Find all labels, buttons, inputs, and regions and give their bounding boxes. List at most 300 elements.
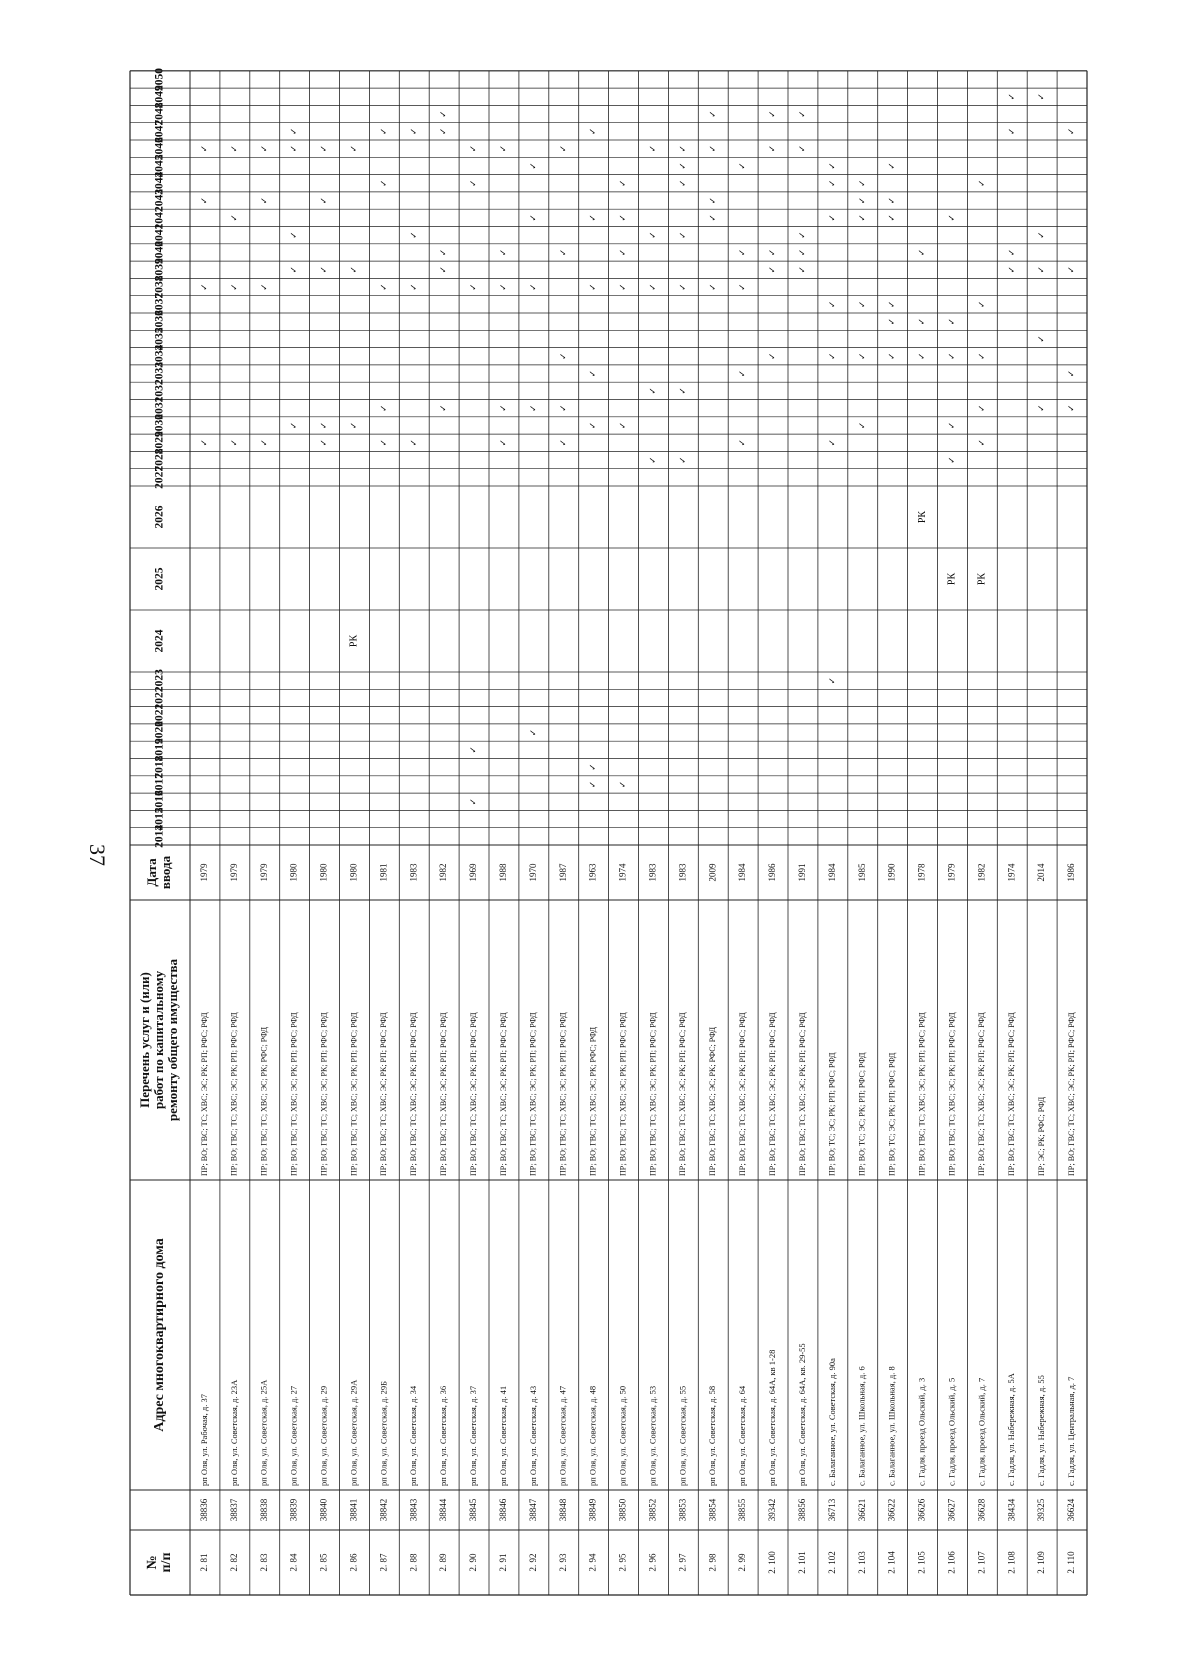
row-year: 1983 [408, 863, 419, 882]
mark-check: ✓ [1066, 404, 1077, 412]
mark-check: ✓ [1036, 404, 1047, 412]
row-code: 38839 [288, 1498, 299, 1522]
row-address: с. Гадля, проезд Ольский, д. 7 [976, 1377, 987, 1486]
mark-check: ✓ [737, 248, 748, 257]
row-code: 38855 [737, 1498, 748, 1522]
mark-check: ✓ [468, 797, 479, 806]
row-year: 1990 [886, 863, 897, 882]
row-num: 2. 88 [408, 1553, 419, 1572]
row-address: с. Гадля, ул. Набережная, д. 5А [1006, 1373, 1017, 1486]
row-code: 38856 [797, 1498, 808, 1522]
mark-check: ✓ [587, 283, 598, 291]
mark-check: ✓ [617, 214, 628, 222]
mark-check: ✓ [797, 265, 808, 274]
row-address: рп Оля, ул. Советская, д. 55 [677, 1385, 688, 1486]
row-code: 38837 [228, 1498, 239, 1522]
row-services: ПР; ВО; ГВС; ТС; ХВС; ЭС; РК; РП; РФС; РФД [618, 1012, 628, 1176]
mark-check: ✓ [976, 438, 987, 447]
mark-check: ✓ [587, 780, 598, 789]
row-code: 38849 [587, 1498, 598, 1522]
mark-check: ✓ [288, 421, 299, 430]
mark-check: ✓ [318, 438, 329, 447]
mark-check: ✓ [438, 248, 449, 257]
row-code: 36621 [856, 1498, 867, 1522]
mark-check: ✓ [647, 283, 658, 291]
header-year-2024: 2024 [153, 629, 166, 653]
mark-check: ✓ [737, 283, 748, 291]
mark-check: ✓ [557, 438, 568, 447]
header-year-2042: 2042 [153, 206, 166, 230]
mark-check: ✓ [318, 265, 329, 274]
mark-check: ✓ [886, 300, 897, 309]
row-address: рп Оля, ул. Советская, д. 29Б [378, 1381, 389, 1486]
mark-check: ✓ [946, 352, 957, 361]
header-year-2041: 2041 [153, 223, 166, 247]
row-num: 2. 107 [976, 1551, 987, 1574]
row-code: 38853 [677, 1498, 688, 1522]
mark-check: ✓ [557, 352, 568, 361]
header-year-2033: 2033 [153, 362, 166, 386]
row-year: 2014 [1036, 863, 1047, 882]
mark-check: ✓ [587, 421, 598, 430]
mark-check: ✓ [826, 162, 837, 170]
mark-check: ✓ [826, 676, 837, 685]
mark-check: ✓ [318, 196, 329, 205]
mark-check: ✓ [498, 404, 509, 412]
mark-check: ✓ [856, 214, 867, 222]
header-year-2022: 2022 [153, 686, 166, 710]
mark-check: ✓ [647, 231, 658, 239]
mark-check: ✓ [408, 283, 419, 291]
row-services: ПР; ЭС; РК; РФС; РФД [1036, 1096, 1046, 1176]
row-address: с. Гадля, проезд Ольский, д. 3 [916, 1377, 927, 1486]
mark-rk: РК [348, 634, 360, 648]
mark-check: ✓ [826, 352, 837, 361]
mark-check: ✓ [378, 179, 389, 188]
mark-check: ✓ [288, 127, 299, 136]
row-year: 1988 [498, 863, 509, 882]
row-year: 2009 [707, 863, 718, 882]
row-num: 2. 86 [348, 1553, 359, 1572]
row-services: ПР; ВО; ГВС; ТС; ХВС; ЭС; РК; РП; РФС; РФД [438, 1012, 448, 1176]
mark-check: ✓ [438, 404, 449, 412]
mark-check: ✓ [348, 265, 359, 274]
row-num: 2. 97 [677, 1553, 688, 1572]
mark-check: ✓ [527, 404, 538, 412]
row-address: рп Оля, ул. Советская, д. 23А [228, 1379, 239, 1486]
row-services: ПР; ВО; ГВС; ТС; ХВС; ЭС; РК; РП; РФС; РФД [678, 1012, 688, 1176]
mark-check: ✓ [856, 421, 867, 430]
row-year: 1982 [976, 863, 987, 882]
row-num: 2. 96 [647, 1553, 658, 1572]
header-year-2050: 2050 [153, 67, 166, 91]
row-services: ПР; ВО; ГВС; ТС; ХВС; ЭС; РК; РФС; РФД [259, 1026, 269, 1176]
mark-check: ✓ [767, 352, 778, 361]
header-year: Дата [143, 858, 159, 887]
mark-check: ✓ [946, 456, 957, 464]
mark-check: ✓ [527, 162, 538, 170]
row-code: 36626 [916, 1498, 927, 1522]
header-year-2038: 2038 [153, 275, 166, 299]
mark-check: ✓ [707, 196, 718, 205]
mark-check: ✓ [557, 404, 568, 412]
row-services: ПР; ВО; ГВС; ТС; ХВС; ЭС; РК; РФС; РФД [588, 1026, 598, 1176]
row-code: 36628 [976, 1498, 987, 1522]
header-num: п/п [159, 1552, 175, 1573]
mark-check: ✓ [856, 352, 867, 361]
mark-check: ✓ [1006, 127, 1017, 136]
row-services: ПР; ВО; ГВС; ТС; ХВС; ЭС; РК; РП; РФС; РФД [558, 1012, 568, 1176]
row-num: 2. 106 [946, 1551, 957, 1574]
row-services: ПР; ВО; ТС; ЭС; РК; РП; РФС; РФД [857, 1052, 867, 1176]
mark-check: ✓ [946, 421, 957, 430]
row-num: 2. 103 [856, 1551, 867, 1574]
row-address: с. Балаганное, ул. Советская, д. 90а [826, 1358, 837, 1486]
mark-check: ✓ [677, 283, 688, 291]
mark-check: ✓ [826, 300, 837, 309]
header-year-2017: 2017 [153, 772, 166, 796]
mark-check: ✓ [677, 144, 688, 153]
mark-check: ✓ [737, 438, 748, 447]
mark-check: ✓ [767, 110, 778, 118]
row-address: с. Гадля, ул. Набережная, д. 55 [1036, 1375, 1047, 1486]
mark-check: ✓ [199, 283, 210, 291]
mark-check: ✓ [378, 404, 389, 412]
mark-check: ✓ [856, 300, 867, 309]
header-year-2030: 2030 [153, 413, 166, 437]
mark-check: ✓ [288, 231, 299, 239]
header-year-2032: 2032 [153, 379, 166, 403]
row-address: с. Гадля, проезд Ольский, д. 5 [946, 1377, 957, 1486]
row-services: ПР; ВО; ГВС; ТС; ХВС; ЭС; РК; РП; РФС; РФД [229, 1012, 239, 1176]
row-num: 2. 90 [468, 1553, 479, 1572]
mark-check: ✓ [946, 214, 957, 222]
header-year-2018: 2018 [153, 755, 166, 779]
mark-check: ✓ [797, 144, 808, 153]
row-code: 38845 [468, 1498, 479, 1522]
row-code: 38843 [408, 1498, 419, 1522]
mark-check: ✓ [199, 144, 210, 153]
mark-check: ✓ [587, 214, 598, 222]
row-year: 1986 [1066, 863, 1077, 882]
mark-check: ✓ [1006, 92, 1017, 101]
row-services: ПР; ВО; ГВС; ТС; ХВС; ЭС; РК; РП; РФС; РФД [409, 1012, 419, 1176]
row-num: 2. 98 [707, 1553, 718, 1572]
mark-check: ✓ [677, 387, 688, 395]
mark-check: ✓ [228, 144, 239, 153]
row-code: 38846 [498, 1498, 509, 1522]
header-year-2019: 2019 [153, 738, 166, 762]
mark-check: ✓ [438, 127, 449, 136]
row-num: 2. 94 [587, 1553, 598, 1572]
mark-check: ✓ [348, 421, 359, 430]
header-year-2031: 2031 [153, 396, 166, 420]
row-num: 2. 85 [318, 1553, 329, 1572]
row-code: 38841 [348, 1498, 359, 1522]
header-year-2040: 2040 [153, 240, 166, 264]
mark-check: ✓ [707, 214, 718, 222]
mark-check: ✓ [916, 317, 927, 326]
header-year-2035: 2035 [153, 327, 166, 351]
row-num: 2. 105 [916, 1551, 927, 1574]
mark-check: ✓ [677, 179, 688, 188]
row-year: 1980 [288, 863, 299, 882]
header-year-2026: 2026 [153, 505, 166, 529]
mark-check: ✓ [856, 196, 867, 205]
row-address: рп Оля, ул. Советская, д. 47 [557, 1385, 568, 1486]
row-code: 36624 [1066, 1498, 1077, 1522]
mark-check: ✓ [976, 179, 987, 188]
row-services: ПР; ВО; ГВС; ТС; ХВС; ЭС; РК; РП; РФС; РФД [977, 1012, 987, 1176]
row-address: рп Оля, ул. Советская, д. 25А [258, 1379, 269, 1486]
mark-check: ✓ [797, 248, 808, 257]
row-address: рп Оля, ул. Советская, д. 64А, кв 1-28 [767, 1349, 778, 1486]
row-services: ПР; ВО; ГВС; ТС; ХВС; ЭС; РК; РП; РФС; РФД [199, 1012, 209, 1176]
mark-check: ✓ [1066, 127, 1077, 136]
mark-check: ✓ [288, 144, 299, 153]
header-year-2028: 2028 [153, 448, 166, 472]
row-year: 1991 [797, 863, 808, 882]
row-address: рп Оля, ул. Советская, д. 41 [497, 1385, 508, 1486]
header-year-2021: 2021 [153, 703, 166, 727]
row-num: 2. 82 [228, 1553, 239, 1572]
row-address: рп Оля, ул. Советская, д. 48 [587, 1385, 598, 1486]
mark-check: ✓ [318, 421, 329, 430]
mark-check: ✓ [498, 283, 509, 291]
row-num: 2. 110 [1066, 1551, 1077, 1574]
mark-check: ✓ [886, 214, 897, 222]
row-code: 36622 [886, 1498, 897, 1522]
row-year: 1980 [318, 863, 329, 882]
mark-check: ✓ [976, 404, 987, 412]
mark-check: ✓ [856, 179, 867, 188]
mark-check: ✓ [767, 144, 778, 153]
row-num: 2. 95 [617, 1553, 628, 1572]
row-year: 1963 [587, 863, 598, 882]
row-services: ПР; ВО; ГВС; ТС; ХВС; ЭС; РК; РП; РФС; РФД [468, 1012, 478, 1176]
header-year-2015: 2015 [153, 807, 166, 831]
row-address: с. Гадля, ул. Центральная, д. 7 [1066, 1376, 1077, 1486]
row-address: рп Оля, ул. Рабочая, д. 37 [198, 1394, 209, 1486]
row-address: рп Оля, ул. Советская, д. 27 [288, 1385, 299, 1486]
row-num: 2. 109 [1036, 1551, 1047, 1574]
row-num: 2. 93 [557, 1553, 568, 1572]
row-address: с. Балаганное, ул. Школьная, д. 8 [886, 1366, 897, 1486]
mark-check: ✓ [886, 352, 897, 361]
row-address: рп Оля, ул. Советская, д. 29 [318, 1385, 329, 1486]
row-services: ПР; ВО; ГВС; ТС; ХВС; ЭС; РК; РП; РФС; РФД [349, 1012, 359, 1176]
mark-check: ✓ [378, 127, 389, 136]
header-year-2025: 2025 [153, 567, 166, 591]
header-year-2037: 2037 [153, 292, 166, 316]
mark-check: ✓ [438, 110, 449, 118]
header-services: ремонту общего имущества [164, 958, 180, 1122]
mark-check: ✓ [707, 110, 718, 118]
header-year-2046: 2046 [153, 137, 166, 161]
row-year: 1984 [737, 863, 748, 882]
row-services: ПР; ВО; ГВС; ТС; ХВС; ЭС; РК; РП; РФС; РФД [319, 1012, 329, 1176]
row-services: ПР; ВО; ГВС; ТС; ХВС; ЭС; РК; РП; РФС; РФД [528, 1012, 538, 1176]
row-code: 36627 [946, 1498, 957, 1522]
mark-check: ✓ [258, 283, 269, 291]
row-code: 38844 [438, 1498, 449, 1522]
mark-check: ✓ [228, 214, 239, 222]
header-year-2045: 2045 [153, 154, 166, 178]
row-services: ПР; ВО; ТС; ЭС; РК; РП; РФС; РФД [827, 1052, 837, 1176]
mark-check: ✓ [707, 283, 718, 291]
row-num: 2. 92 [527, 1553, 538, 1572]
mark-check: ✓ [617, 248, 628, 257]
row-address: рп Оля, ул. Советская, д. 36 [438, 1385, 449, 1486]
mark-check: ✓ [318, 144, 329, 153]
row-address: рп Оля, ул. Советская, д. 29А [348, 1379, 359, 1486]
mark-check: ✓ [199, 196, 210, 205]
mark-check: ✓ [916, 248, 927, 257]
row-services: ПР; ВО; ГВС; ТС; ХВС; ЭС; РК; РФС; РФД [708, 1026, 718, 1176]
row-num: 2. 101 [797, 1551, 808, 1574]
mark-check: ✓ [1036, 335, 1047, 343]
mark-check: ✓ [378, 283, 389, 291]
mark-check: ✓ [647, 144, 658, 153]
row-num: 2. 102 [826, 1551, 837, 1574]
row-code: 38848 [557, 1498, 568, 1522]
header-year-2029: 2029 [153, 431, 166, 455]
header-year-2036: 2036 [153, 310, 166, 334]
header-year: ввода [157, 855, 173, 890]
mark-check: ✓ [767, 248, 778, 257]
row-year: 1981 [378, 863, 389, 882]
row-year: 1985 [856, 863, 867, 882]
row-services: ПР; ВО; ГВС; ТС; ХВС; ЭС; РК; РП; РФС; РФД [379, 1012, 389, 1176]
mark-check: ✓ [258, 144, 269, 153]
row-address: рп Оля, ул. Советская, д. 64 [737, 1385, 748, 1486]
row-num: 2. 87 [378, 1553, 389, 1572]
row-address: рп Оля, ул. Советская, д. 37 [468, 1385, 479, 1486]
row-address: рп Оля, ул. Советская, д. 64А, кв. 29-55 [796, 1343, 807, 1486]
row-num: 2. 84 [288, 1553, 299, 1572]
mark-check: ✓ [348, 144, 359, 153]
mark-check: ✓ [647, 387, 658, 395]
row-num: 2. 81 [199, 1553, 210, 1572]
mark-check: ✓ [408, 438, 419, 447]
header-year-2020: 2020 [153, 721, 166, 745]
row-code: 38847 [527, 1498, 538, 1522]
row-services: ПР; ВО; ГВС; ТС; ХВС; ЭС; РК; РП; РФС; РФД [947, 1012, 957, 1176]
mark-check: ✓ [527, 214, 538, 222]
mark-check: ✓ [258, 196, 269, 205]
mark-check: ✓ [408, 231, 419, 239]
header-address: Адрес многоквартирного дома [152, 1238, 168, 1432]
mark-check: ✓ [527, 728, 538, 737]
row-services: ПР; ВО; ГВС; ТС; ХВС; ЭС; РК; РП; РФС; РФД [767, 1012, 777, 1176]
row-code: 38852 [647, 1498, 658, 1522]
mark-check: ✓ [498, 248, 509, 257]
mark-rk: РК [946, 572, 958, 586]
mark-check: ✓ [617, 283, 628, 291]
header-year-2043: 2043 [153, 189, 166, 213]
row-year: 1979 [258, 863, 269, 882]
mark-check: ✓ [617, 179, 628, 188]
mark-check: ✓ [1066, 265, 1077, 274]
row-num: 2. 104 [886, 1551, 897, 1574]
row-year: 1982 [438, 863, 449, 882]
row-code: 38842 [378, 1498, 389, 1522]
row-services: ПР; ВО; ГВС; ТС; ХВС; ЭС; РК; РП; РФС; РФД [498, 1012, 508, 1176]
header-year-2047: 2047 [153, 119, 166, 143]
mark-check: ✓ [976, 300, 987, 309]
mark-check: ✓ [617, 421, 628, 430]
row-year: 1974 [617, 863, 628, 882]
row-services: ПР; ВО; ГВС; ТС; ХВС; ЭС; РК; РП; РФС; РФД [917, 1012, 927, 1176]
mark-check: ✓ [527, 283, 538, 291]
mark-check: ✓ [557, 248, 568, 257]
header-num: № [145, 1555, 161, 1570]
row-code: 38434 [1006, 1498, 1017, 1522]
mark-check: ✓ [707, 144, 718, 153]
mark-check: ✓ [228, 283, 239, 291]
row-address: рп Оля, ул. Советская, д. 50 [617, 1385, 628, 1486]
mark-check: ✓ [468, 746, 479, 754]
row-services: ПР; ВО; ГВС; ТС; ХВС; ЭС; РК; РП; РФС; РФД [289, 1012, 299, 1176]
mark-check: ✓ [946, 317, 957, 326]
mark-rk: РК [976, 572, 988, 586]
header-year-2016: 2016 [153, 790, 166, 814]
mark-check: ✓ [468, 283, 479, 291]
mark-check: ✓ [797, 231, 808, 239]
row-services: ПР; ВО; ГВС; ТС; ХВС; ЭС; РК; РП; РФС; РФД [1007, 1012, 1017, 1176]
mark-check: ✓ [288, 265, 299, 274]
mark-check: ✓ [886, 196, 897, 205]
mark-check: ✓ [737, 369, 748, 378]
row-code: 38840 [318, 1498, 329, 1522]
row-year: 1983 [677, 863, 688, 882]
row-year: 1979 [946, 863, 957, 882]
mark-check: ✓ [1006, 265, 1017, 274]
mark-rk: РК [916, 510, 928, 524]
mark-check: ✓ [587, 127, 598, 136]
row-code: 38854 [707, 1498, 718, 1522]
mark-check: ✓ [916, 352, 927, 361]
row-code: 38836 [199, 1498, 210, 1522]
mark-check: ✓ [677, 162, 688, 170]
mark-check: ✓ [826, 179, 837, 188]
row-year: 1987 [557, 863, 568, 882]
header-year-2034: 2034 [153, 344, 166, 368]
header-year-2039: 2039 [153, 258, 166, 282]
header-year-2049: 2049 [153, 85, 166, 109]
row-num: 2. 99 [737, 1553, 748, 1572]
mark-check: ✓ [1036, 231, 1047, 239]
row-num: 2. 91 [498, 1553, 509, 1572]
mark-check: ✓ [797, 110, 808, 118]
row-address: рп Оля, ул. Советская, д. 58 [707, 1385, 718, 1486]
row-year: 1969 [468, 863, 479, 882]
row-address: с. Балаганное, ул. Школьная, д. 6 [856, 1366, 867, 1486]
header-year-2023: 2023 [153, 669, 166, 693]
row-code: 39342 [767, 1498, 778, 1522]
mark-check: ✓ [647, 456, 658, 464]
mark-check: ✓ [617, 780, 628, 789]
mark-check: ✓ [557, 144, 568, 153]
row-year: 1979 [228, 863, 239, 882]
header-services: Перечень услуг и (или) [136, 972, 152, 1108]
row-code: 38838 [258, 1498, 269, 1522]
mark-check: ✓ [886, 317, 897, 326]
mark-check: ✓ [587, 369, 598, 378]
row-code: 38850 [617, 1498, 628, 1522]
mark-check: ✓ [228, 438, 239, 447]
row-code: 36713 [826, 1498, 837, 1522]
